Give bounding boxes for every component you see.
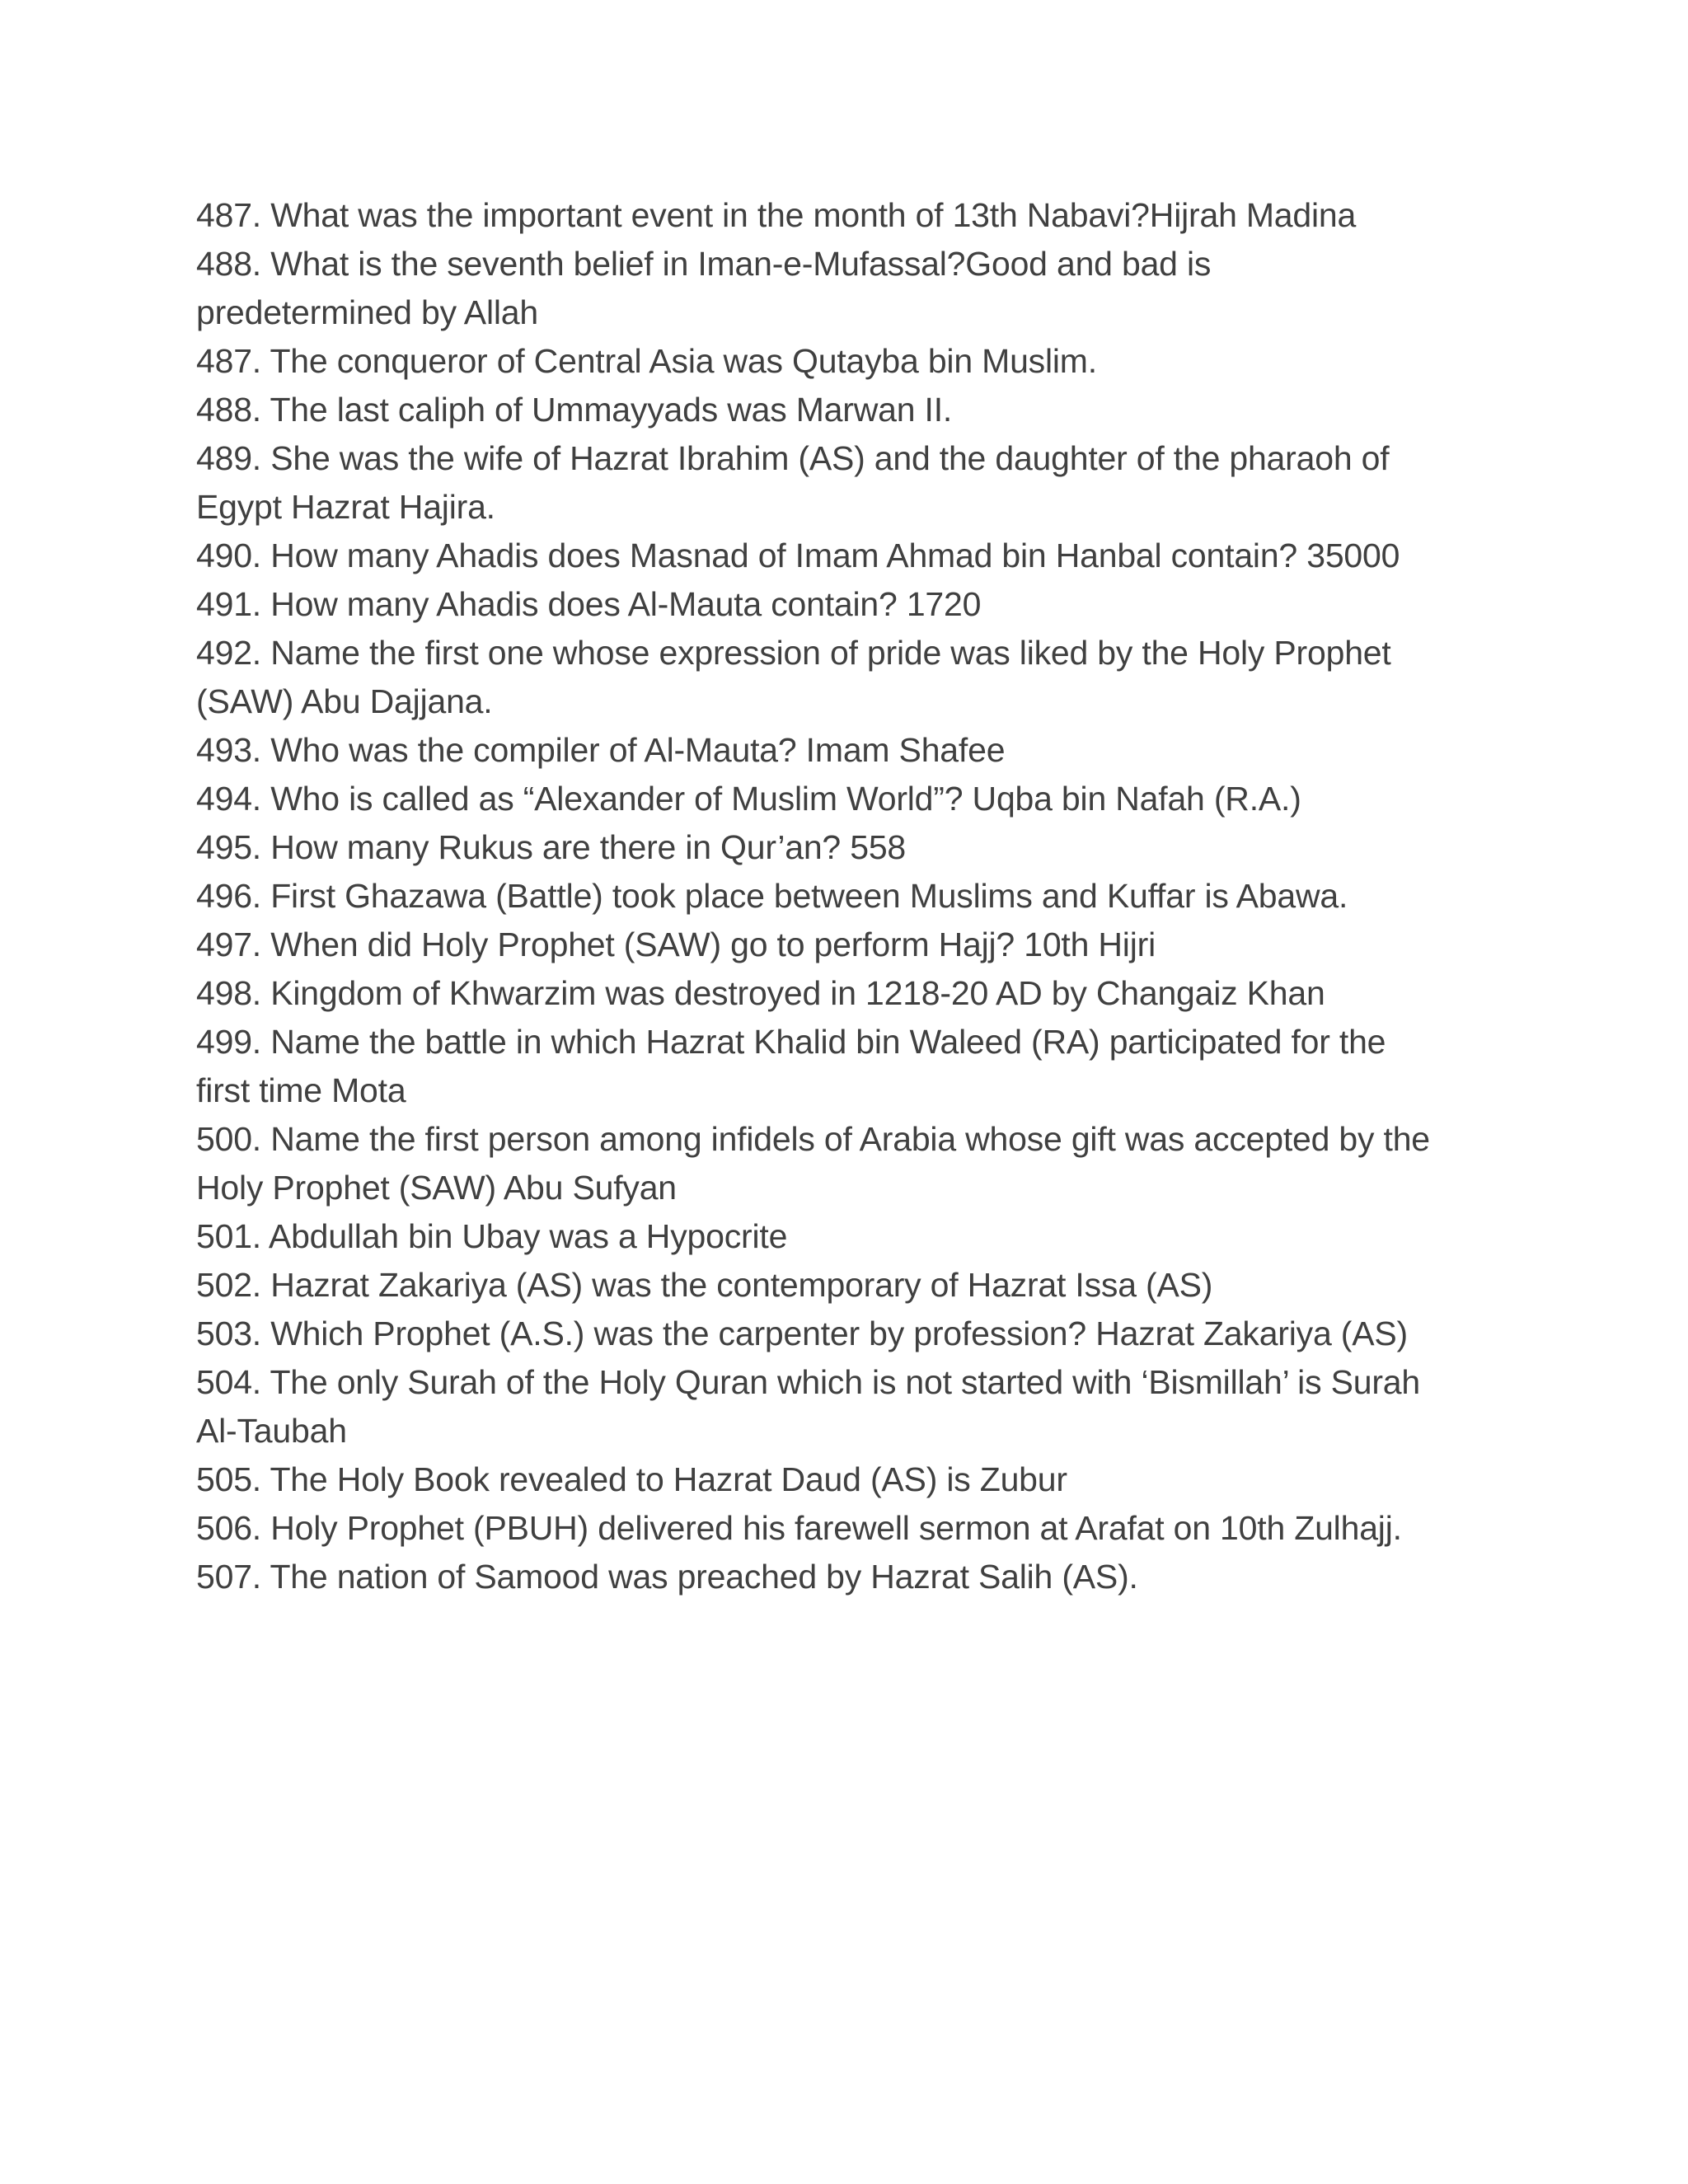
text-line: 490. How many Ahadis does Masnad of Imam Ahmad bin Hanbal contain? 35000 xyxy=(196,537,1400,574)
text-line: 497. When did Holy Prophet (SAW) go to perform Hajj? 10th Hijri xyxy=(196,926,1156,963)
text-line: 506. Holy Prophet (PBUH) delivered his farewell sermon at Arafat on 10th Zulhajj. xyxy=(196,1509,1402,1547)
text-line: 492. Name the first one whose expression of pride was liked by the Holy Prophet xyxy=(196,634,1391,672)
text-line: 495. How many Rukus are there in Qur’an? 558 xyxy=(196,828,907,866)
text-line: 499. Name the battle in which Hazrat Khalid bin Waleed (RA) participated for the xyxy=(196,1023,1386,1061)
text-line: predetermined by Allah xyxy=(196,293,538,331)
text-line: 502. Hazrat Zakariya (AS) was the contemporary of Hazrat Issa (AS) xyxy=(196,1266,1213,1304)
text-line: Al-Taubah xyxy=(196,1412,347,1450)
text-line: first time Mota xyxy=(196,1071,406,1109)
text-line: 487. What was the important event in the month of 13th Nabavi?Hijrah Madina xyxy=(196,196,1357,234)
text-line: 489. She was the wife of Hazrat Ibrahim (AS) and the daughter of the pharaoh of xyxy=(196,439,1390,477)
text-line: 488. The last caliph of Ummayyads was Marwan II. xyxy=(196,391,953,429)
text-line: 503. Which Prophet (A.S.) was the carpenter by profession? Hazrat Zakariya (AS) xyxy=(196,1315,1408,1352)
text-line: 498. Kingdom of Khwarzim was destroyed in 1218-20 AD by Changaiz Khan xyxy=(196,974,1325,1012)
text-line: 504. The only Surah of the Holy Quran which is not started with ‘Bismillah’ is Surah xyxy=(196,1363,1420,1401)
text-line: 487. The conqueror of Central Asia was Qutayba bin Muslim. xyxy=(196,342,1097,380)
text-line: 491. How many Ahadis does Al-Mauta contain? 1720 xyxy=(196,585,982,623)
question-list xyxy=(196,191,1490,1601)
text-line: Egypt Hazrat Hajira. xyxy=(196,488,495,526)
text-line: 488. What is the seventh belief in Iman-e-Mufassal?Good and bad is xyxy=(196,245,1212,283)
text-line: Holy Prophet (SAW) Abu Sufyan xyxy=(196,1169,677,1207)
text-line: 494. Who is called as “Alexander of Muslim World”? Uqba bin Nafah (R.A.) xyxy=(196,780,1301,818)
text-line: 496. First Ghazawa (Battle) took place between Muslims and Kuffar is Abawa. xyxy=(196,877,1348,915)
text-line: 493. Who was the compiler of Al-Mauta? Imam Shafee xyxy=(196,731,1006,769)
text-line: 507. The nation of Samood was preached by Hazrat Salih (AS). xyxy=(196,1558,1138,1596)
text-line: (SAW) Abu Dajjana. xyxy=(196,682,493,720)
text-line: 505. The Holy Book revealed to Hazrat Daud (AS) is Zubur xyxy=(196,1460,1067,1498)
text-line: 500. Name the first person among infidels of Arabia whose gift was accepted by the xyxy=(196,1120,1430,1158)
text-line: 501. Abdullah bin Ubay was a Hypocrite xyxy=(196,1217,788,1255)
